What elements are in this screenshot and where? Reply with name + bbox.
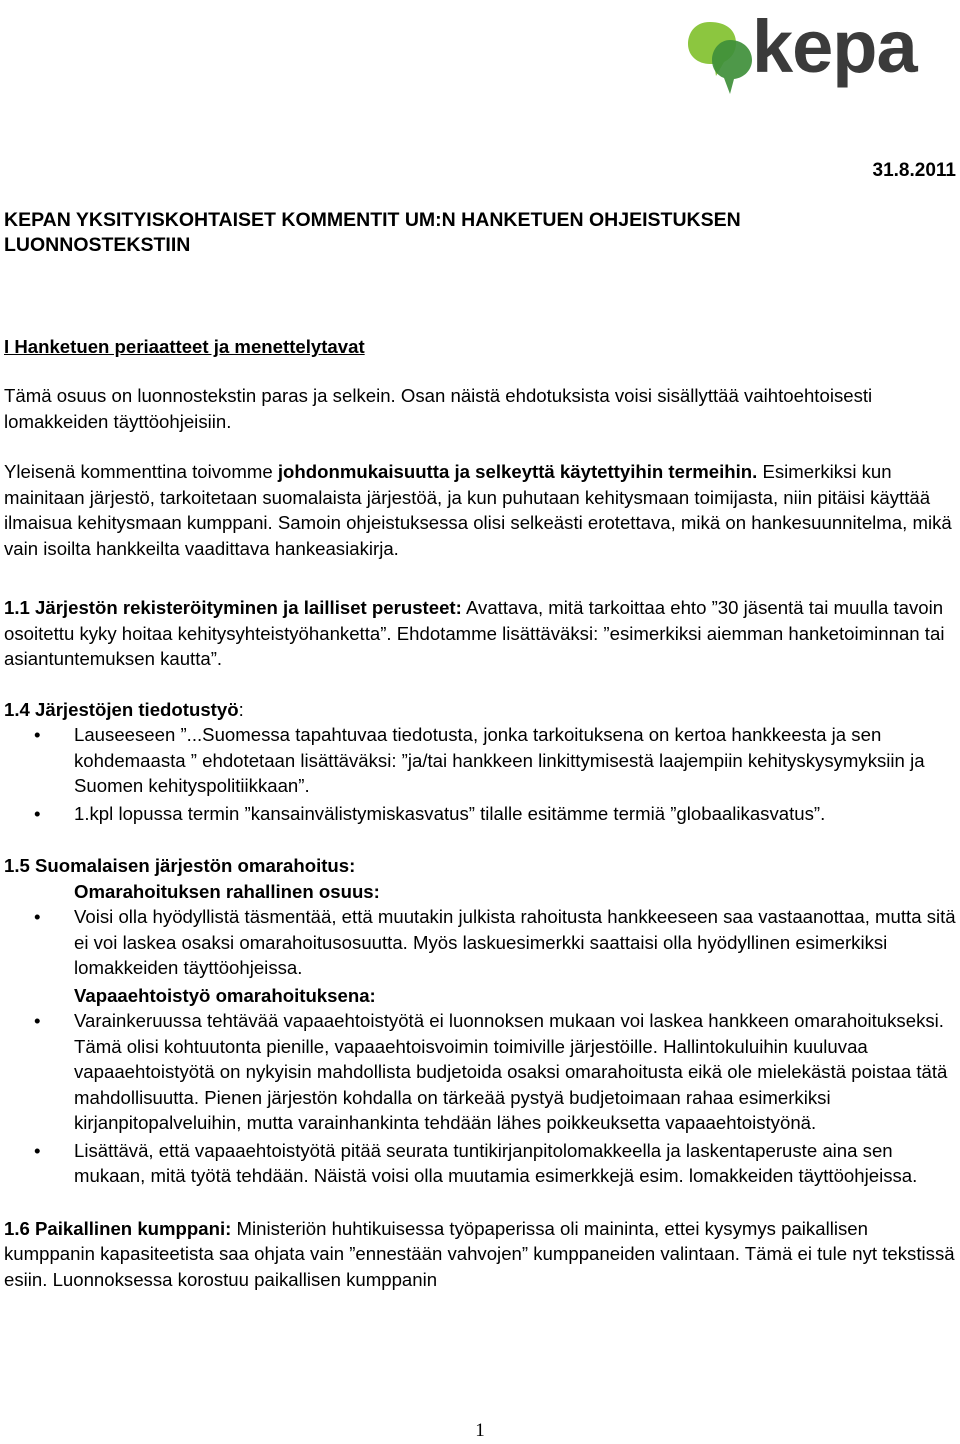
section-1-6-heading: 1.6 Paikallinen kumppani: [4,1217,232,1239]
kepa-logo [686,5,948,98]
document-date: 31.8.2011 [872,160,956,181]
section-1-5-list-1 [4,904,958,981]
list-item: • Lauseeseen ”...Suomessa tapahtuvaa tiedotusta, jonka tarkoituksena on kertoa hankkeesta ja sen kohdemaasta ” ehdotetaan lisättäväksi: ”ja/tai hankkeen linkittymisestä laajempiin kehityskysymyksiin ja Suomen kehityspolitiikkaan”. [34,724,925,796]
page-number: 1 [475,1420,485,1441]
title-line-1: KEPAN YKSITYISKOHTAISET KOMMENTIT UM:N HANKETUEN OHJEISTUKSEN [4,209,741,231]
document-title [4,208,884,258]
bullet-icon: • [34,802,41,824]
section-1-4-title: 1.4 Järjestöjen tiedotustyö [4,698,239,720]
list-item: • Varainkeruussa tehtävää vapaaehtoistyötä ei luonnoksen mukaan voi laskea hankkeen omarahoitukseksi. Tämä olisi kohtuutonta pienille, vapaaehtoisvoimin toimiville järjestöille. Hallintokuluihin kuuluvaa vapaaehtoistyötä on nykyisin mahdollista budjetoida osaksi omarahoitusta eikä ole mielekästä poistaa tätä mahdollisuutta. Pienen järjestön kohdalla on tärkeää pystyä budjetoimaan rahaa esimerkiksi kirjanpitopalveluihin, mutta varainhankinta tehdään lähes poikkeuksetta vapaaehtoistyönä. [34,1010,948,1133]
list-item: • Voisi olla hyödyllistä täsmentää, että muutakin julkista rahoitusta hankkeeseen saa vastaanottaa, mutta sitä ei voi laskea osaksi omarahoitusosuutta. Myös laskuesimerkki saattaisi olla hyödyllinen esimerkiksi lomakkeiden täyttöohjeissa. [34,906,956,978]
section-1-5-list-2 [4,1008,958,1189]
logo-wordmark: kepa [752,5,917,88]
intro-paragraph-2 [4,459,958,561]
intro-paragraph-1: Tämä osuus on luonnostekstin paras ja selkein. Osan näistä ehdotuksista voisi sisällyttää vaihtoehtoisesti lomakkeiden täyttöohjeisiin. [4,385,873,432]
section-heading: I Hanketuen periaatteet ja menettelytavat [4,336,365,357]
section-1-5-heading: 1.5 Suomalaisen järjestön omarahoitus: [4,855,356,876]
document-body [4,383,958,1292]
bullet-icon: • [34,1010,41,1031]
bullet-icon: • [34,724,41,745]
intro-p2-bold: johdonmukaisuutta ja selkeyttä käytettyihin termeihin. [277,461,758,482]
section-1-4-list [4,722,958,826]
section-1-6 [4,1216,958,1293]
section-1-1 [4,595,958,672]
list-item: • 1.kpl lopussa termin ”kansainvälistymiskasvatus” tilalle esitämme termiä ”globaalikasvatus”. [4,801,958,827]
section-1-1-text: Avattava, mitä tarkoittaa ehto ”30 jäsentä tai muulla tavoin osoitettu kyky hoitaa kehitysyhteistyöhanketta”. Ehdotamme lisättäväksi: ”esimerkiksi aiemman hanketoiminnan tai asiantuntemuksen kautta”. [4,597,945,669]
intro-p2-rest: Esimerkiksi kun mainitaan järjestö, tarkoitetaan suomalaista järjestöä, ja kun puhutaan kehitysmaan toimijasta, niin pitäisi käyttää ilmaisua kehitysmaan kumppani. Samoin ohjeistuksessa olisi selkeästi erotettava, mikä on hankesuunnitelma, mikä vain isoilta hankkeilta vaadittava hankeasiakirja. [4,461,952,559]
speech-bubbles-logo-icon [686,18,756,98]
title-line-2: LUONNOSTEKSTIIN [4,234,191,256]
section-1-1-heading: 1.1 Järjestön rekisteröityminen ja lailliset perusteet: [4,597,462,618]
list-item: • Lisättävä, että vapaaehtoistyötä pitää seurata tuntikirjanpitolomakkeella ja laskentaperuste aina sen mukaan, mitä työtä tehdään. Näistä voisi olla muutamia esimerkkejä esim. lomakkeiden täyttöohjeissa. [34,1139,918,1186]
section-1-5-subheading-1: Omarahoituksen rahallinen osuus: [74,880,380,902]
bullet-icon: • [34,906,41,927]
bullet-icon: • [34,1139,41,1161]
section-1-5-subheading-2: Vapaaehtoistyö omarahoituksena: [74,984,376,1006]
intro-p2-start: Yleisenä kommenttina toivomme [4,461,278,482]
section-1-6-text: Ministeriön huhtikuisessa työpaperissa oli maininta, ettei kysymys paikallisen kumppanin kapasiteetista saa ohjata vain ”ennestään vahvojen” kumppaneiden valintaan. Tämä ei tule nyt tekstissä esiin. Luonnoksessa korostuu paikallisen kumppanin [4,1217,955,1290]
section-1-4-heading: 1.4 Järjestöjen tiedotustyö: [4,698,244,720]
